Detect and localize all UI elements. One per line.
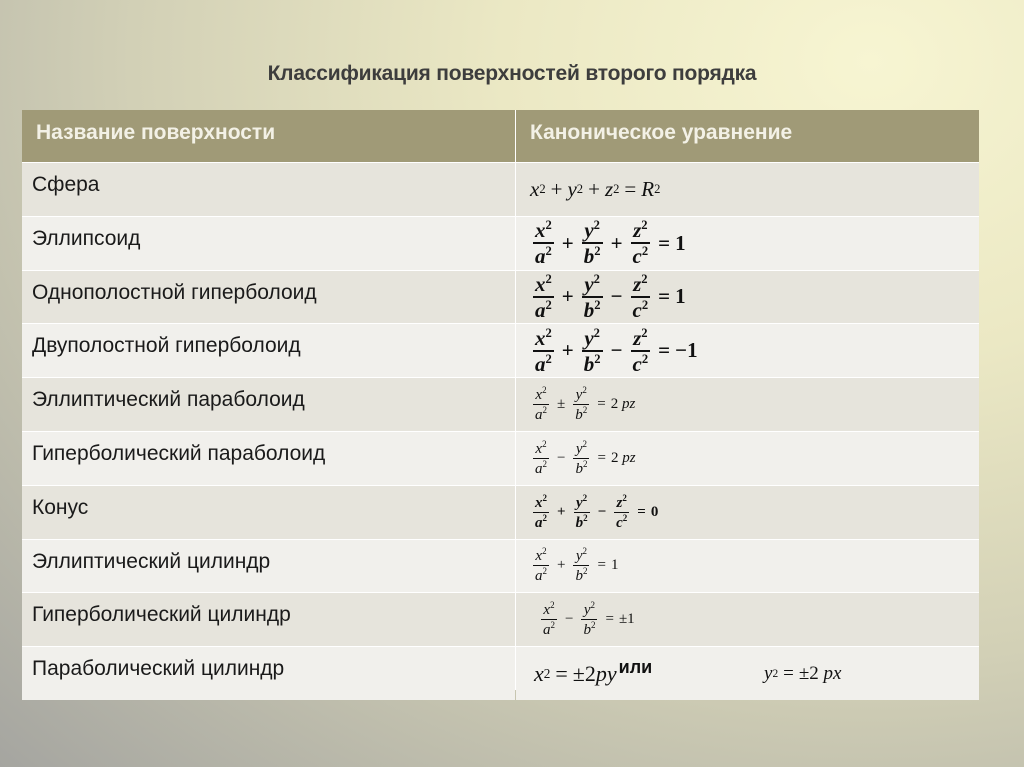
surface-name-two-sheet-hyperboloid: Двуполостной гиперболоид xyxy=(22,324,515,377)
equation-cell-elliptic-cylinder xyxy=(516,540,979,593)
equation-cone: $\frac{x^2}{a^2}$ + $\frac{y^2}{b^2}$ − $\frac{z^2}{c^2}$ = 0 xyxy=(535,492,659,531)
equation-cell-hyperbolic-paraboloid xyxy=(516,432,979,485)
equation-cell-elliptic-paraboloid xyxy=(516,378,979,431)
surface-name-elliptic-cylinder: Эллиптический цилиндр xyxy=(22,540,515,593)
surface-name-one-sheet-hyperboloid: Однополостной гиперболоид xyxy=(22,271,515,324)
equation-ellipsoid: $\frac{x^2}{a^2}$ + $\frac{y^2}{b^2}$ + $\frac{z^2}{c^2}$ = 1 xyxy=(535,218,686,269)
equation-hyperbolic-cylinder: $\frac{x^2}{a^2}$ − $\frac{y^2}{b^2}$ = ±1 xyxy=(543,600,635,639)
equation-hyperbolic-paraboloid: $\frac{x^2}{a^2}$ − $\frac{y^2}{b^2}$ = 2 pz xyxy=(535,438,636,477)
equation-cell-cone xyxy=(516,486,979,539)
equation-cell-two-sheet-hyperboloid xyxy=(516,324,979,377)
equation-parabolic-cylinder-a: x 2 = ±2 py или xyxy=(534,657,653,686)
surface-name-ellipsoid: Эллипсоид xyxy=(22,217,515,270)
equation-two-sheet-hyperboloid: $\frac{x^2}{a^2}$ + $\frac{y^2}{b^2}$ − $\frac{z^2}{c^2}$ = −1 xyxy=(535,325,698,376)
column-header-name: Название поверхности xyxy=(22,110,515,162)
surface-name-sphere: Сфера xyxy=(22,163,515,216)
equation-elliptic-paraboloid: $\frac{x^2}{a^2}$ ± $\frac{y^2}{b^2}$ = 2 pz xyxy=(535,385,636,424)
equation-cell-ellipsoid xyxy=(516,217,979,270)
equation-parabolic-cylinder-b: y 2 = ±2 px xyxy=(764,662,842,684)
equation-cell-sphere xyxy=(516,163,979,216)
equation-one-sheet-hyperboloid: $\frac{x^2}{a^2}$ + $\frac{y^2}{b^2}$ − $\frac{z^2}{c^2}$ = 1 xyxy=(535,271,686,322)
surfaces-table xyxy=(22,110,979,690)
or-label: или xyxy=(618,657,653,678)
equation-cell-one-sheet-hyperboloid xyxy=(516,271,979,324)
surface-name-parabolic-cylinder: Параболический цилиндр xyxy=(22,647,515,700)
surface-name-cone: Конус xyxy=(22,486,515,539)
equation-sphere: x 2 + y 2 + z 2 = R 2 xyxy=(530,176,661,201)
equation-cell-hyperbolic-cylinder xyxy=(516,593,979,646)
surface-name-elliptic-paraboloid: Эллиптический параболоид xyxy=(22,378,515,431)
equation-cell-parabolic-cylinder xyxy=(516,647,979,700)
surface-name-hyperbolic-cylinder: Гиперболический цилиндр xyxy=(22,593,515,646)
equation-elliptic-cylinder: $\frac{x^2}{a^2}$ + $\frac{y^2}{b^2}$ = 1 xyxy=(535,546,619,585)
column-header-equation: Каноническое уравнение xyxy=(516,110,979,162)
page-title: Классификация поверхностей второго порядка xyxy=(267,62,757,85)
surface-name-hyperbolic-paraboloid: Гиперболический параболоид xyxy=(22,432,515,485)
